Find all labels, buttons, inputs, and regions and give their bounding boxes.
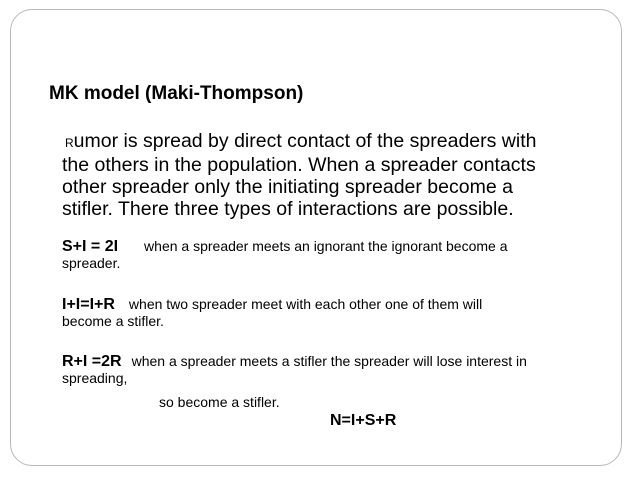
interaction-rule-1 <box>62 238 622 272</box>
rule-1-text-line-2: spreader. <box>62 255 121 271</box>
rule-3-text-line-3: so become a stifler. <box>159 394 280 410</box>
rule-3-text-line-1: when a spreader meets a stifler the spreader will lose interest in <box>131 353 527 369</box>
paragraph-initial-letter: R <box>65 136 74 150</box>
rule-2-text-line-2: become a stifler. <box>62 313 164 329</box>
population-equation: N=I+S+R <box>330 412 397 429</box>
rule-1-text-line-1: when a spreader meets an ignorant the ignorant become a <box>144 238 508 254</box>
rule-2-formula: I+I=I+R <box>62 296 115 313</box>
rule-1-row-1 <box>62 238 622 255</box>
paragraph-line-4: stifler. There three types of interactions are possible. <box>62 198 514 220</box>
rule-1-formula: S+I = 2I <box>62 238 119 255</box>
rule-2-row-1 <box>62 296 622 313</box>
paragraph-line-3: other spreader only the initiating spreader become a <box>62 176 513 198</box>
interaction-rule-2 <box>62 296 622 330</box>
rule-3-row-1 <box>62 353 622 370</box>
paragraph-line-1-rest: umor is spread by direct contact of the spreaders with <box>73 130 537 152</box>
intro-paragraph <box>62 130 622 220</box>
rule-2-text-line-1: when two spreader meet with each other one of them will <box>128 296 483 312</box>
rule-3-formula: R+I =2R <box>62 353 122 370</box>
slide-title: MK model (Maki-Thompson) <box>49 83 304 104</box>
rule-3-text-line-2: spreading, <box>62 370 128 386</box>
paragraph-line-2: the others in the population. When a spreader contacts <box>62 154 536 176</box>
paragraph-line-1 <box>62 130 622 154</box>
interaction-rule-3 <box>62 353 622 411</box>
